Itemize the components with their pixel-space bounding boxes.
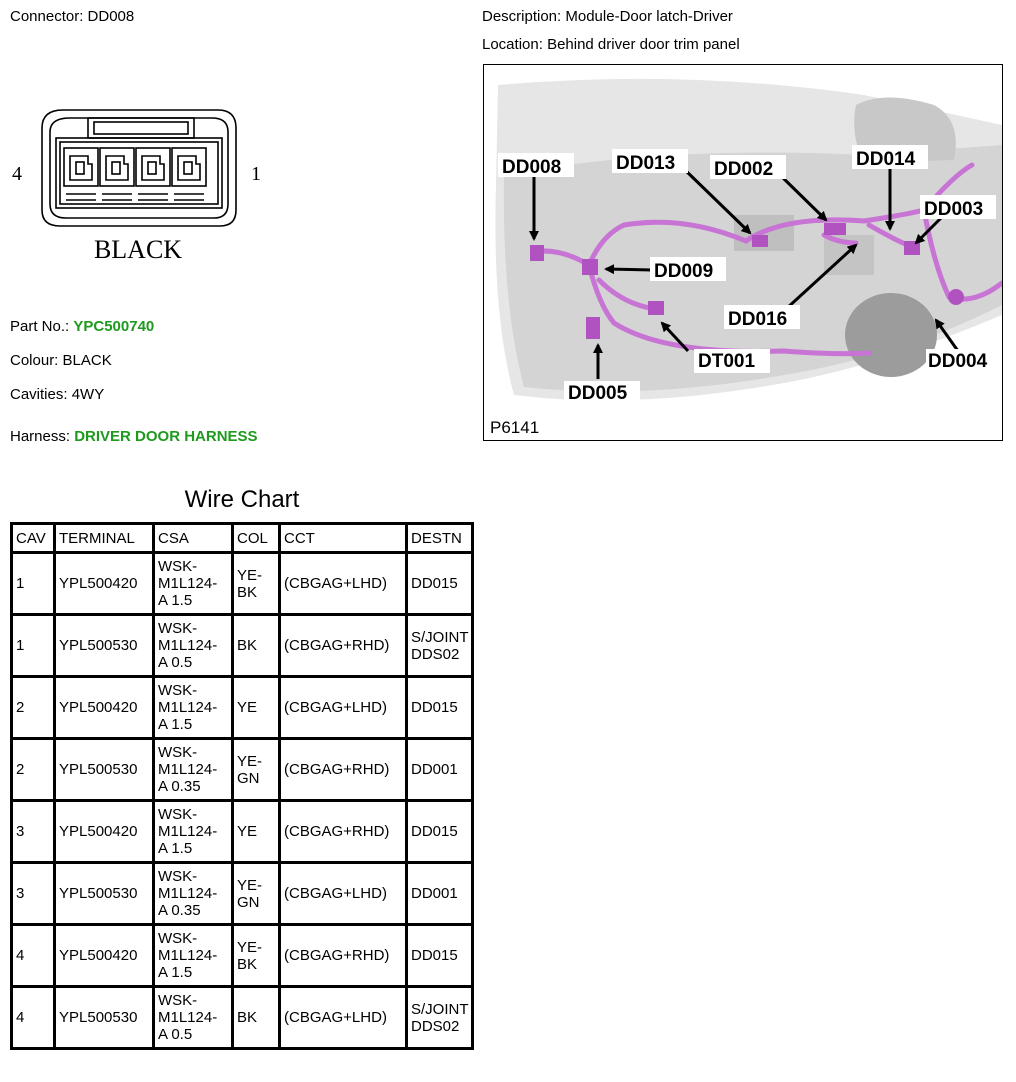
cell-col: YE- BK <box>233 925 280 987</box>
cell-cav: 3 <box>12 863 55 925</box>
colour-label: Colour: <box>10 352 59 369</box>
image-reference: P6141 <box>490 418 540 437</box>
cell-cav: 2 <box>12 739 55 801</box>
cell-col: YE <box>233 677 280 739</box>
callout-dd002: DD002 <box>714 159 774 180</box>
cell-csa: WSK- M1L124- A 1.5 <box>154 677 233 739</box>
part-number-link[interactable]: YPC500740 <box>73 318 155 335</box>
table-row <box>12 553 473 615</box>
cell-csa: WSK- M1L124- A 0.35 <box>154 863 233 925</box>
pin-1-label: 1 <box>251 163 261 185</box>
cavities-line <box>10 386 104 404</box>
connector-outline <box>42 110 236 226</box>
description-value: Module-Door latch-Driver <box>565 8 733 25</box>
cell-cav: 1 <box>12 615 55 677</box>
speaker-shape <box>845 293 937 377</box>
cell-csa: WSK- M1L124- A 0.35 <box>154 739 233 801</box>
cell-cct: (CBGAG+RHD) <box>280 925 407 987</box>
callout-dd008: DD008 <box>502 157 562 178</box>
callout-dd014: DD014 <box>856 149 916 170</box>
cell-terminal: YPL500530 <box>55 739 154 801</box>
cell-terminal: YPL500420 <box>55 553 154 615</box>
wire-chart-header-row <box>12 524 473 553</box>
pin-4-label: 4 <box>12 163 22 185</box>
cell-terminal: YPL500420 <box>55 677 154 739</box>
table-row <box>12 615 473 677</box>
table-row <box>12 677 473 739</box>
harness-label: Harness: <box>10 428 71 445</box>
cell-cct: (CBGAG+RHD) <box>280 801 407 863</box>
cell-terminal: YPL500420 <box>55 801 154 863</box>
cell-col: YE- GN <box>233 739 280 801</box>
cell-cct: (CBGAG+LHD) <box>280 987 407 1049</box>
table-row <box>12 925 473 987</box>
location-value: Behind driver door trim panel <box>547 36 740 53</box>
connector-face-diagram <box>8 92 268 272</box>
connector-heading <box>10 8 134 26</box>
header-cct: CCT <box>280 524 407 553</box>
cell-cct: (CBGAG+RHD) <box>280 615 407 677</box>
cell-col: YE- GN <box>233 863 280 925</box>
table-row <box>12 987 473 1049</box>
cell-destn: DD001 <box>407 739 473 801</box>
callout-dt001: DT001 <box>698 351 756 372</box>
harness-link[interactable]: DRIVER DOOR HARNESS <box>74 428 258 445</box>
cell-cct: (CBGAG+RHD) <box>280 739 407 801</box>
cell-cav: 3 <box>12 801 55 863</box>
callout-dd003: DD003 <box>924 199 984 220</box>
location-line <box>482 36 740 54</box>
cell-csa: WSK- M1L124- A 1.5 <box>154 553 233 615</box>
cell-cct: (CBGAG+LHD) <box>280 863 407 925</box>
callout-dd005: DD005 <box>568 383 628 404</box>
cell-col: YE- BK <box>233 553 280 615</box>
location-label: Location: <box>482 36 543 53</box>
cavity-row <box>64 148 206 200</box>
header-col: COL <box>233 524 280 553</box>
cell-destn: DD001 <box>407 863 473 925</box>
cell-cct: (CBGAG+LHD) <box>280 677 407 739</box>
cell-col: BK <box>233 615 280 677</box>
colour-value: BLACK <box>62 352 112 369</box>
part-number-line <box>10 318 154 336</box>
cell-csa: WSK- M1L124- A 1.5 <box>154 925 233 987</box>
header-cav: CAV <box>12 524 55 553</box>
cell-cct: (CBGAG+LHD) <box>280 553 407 615</box>
cell-col: BK <box>233 987 280 1049</box>
cell-terminal: YPL500530 <box>55 863 154 925</box>
cavities-label: Cavities: <box>10 386 68 403</box>
header-destn: DESTN <box>407 524 473 553</box>
cell-destn: DD015 <box>407 801 473 863</box>
cell-csa: WSK- M1L124- A 1.5 <box>154 801 233 863</box>
cell-terminal: YPL500530 <box>55 615 154 677</box>
callout-dd004: DD004 <box>928 351 988 372</box>
description-label: Description: <box>482 8 562 25</box>
cell-cav: 2 <box>12 677 55 739</box>
description-line <box>482 8 733 26</box>
wire-chart-table <box>10 522 474 1050</box>
cell-csa: WSK- M1L124- A 0.5 <box>154 987 233 1049</box>
cell-destn: DD015 <box>407 677 473 739</box>
connector-id: DD008 <box>87 8 135 25</box>
wire-chart-body <box>12 553 473 1049</box>
table-row <box>12 863 473 925</box>
wire-chart-title: Wire Chart <box>184 486 300 513</box>
colour-line <box>10 352 112 370</box>
cell-terminal: YPL500420 <box>55 925 154 987</box>
cell-csa: WSK- M1L124- A 0.5 <box>154 615 233 677</box>
header-terminal: TERMINAL <box>55 524 154 553</box>
location-illustration <box>483 64 1003 441</box>
cell-terminal: YPL500530 <box>55 987 154 1049</box>
connector-label: Connector: <box>10 8 84 25</box>
callout-dd013: DD013 <box>616 153 676 174</box>
callout-dd009: DD009 <box>654 261 714 282</box>
cell-destn: DD015 <box>407 553 473 615</box>
callout-dd016: DD016 <box>728 309 788 330</box>
cell-cav: 4 <box>12 925 55 987</box>
cell-destn: S/JOINT DDS02 <box>407 615 473 677</box>
table-row <box>12 739 473 801</box>
cell-destn: S/JOINT DDS02 <box>407 987 473 1049</box>
cavities-value: 4WY <box>71 386 105 403</box>
part-label: Part No.: <box>10 318 70 335</box>
header-csa: CSA <box>154 524 233 553</box>
cell-destn: DD015 <box>407 925 473 987</box>
connector-colour-text: BLACK <box>93 235 183 264</box>
cell-col: YE <box>233 801 280 863</box>
cell-cav: 4 <box>12 987 55 1049</box>
cell-cav: 1 <box>12 553 55 615</box>
table-row <box>12 801 473 863</box>
harness-line <box>10 428 258 446</box>
